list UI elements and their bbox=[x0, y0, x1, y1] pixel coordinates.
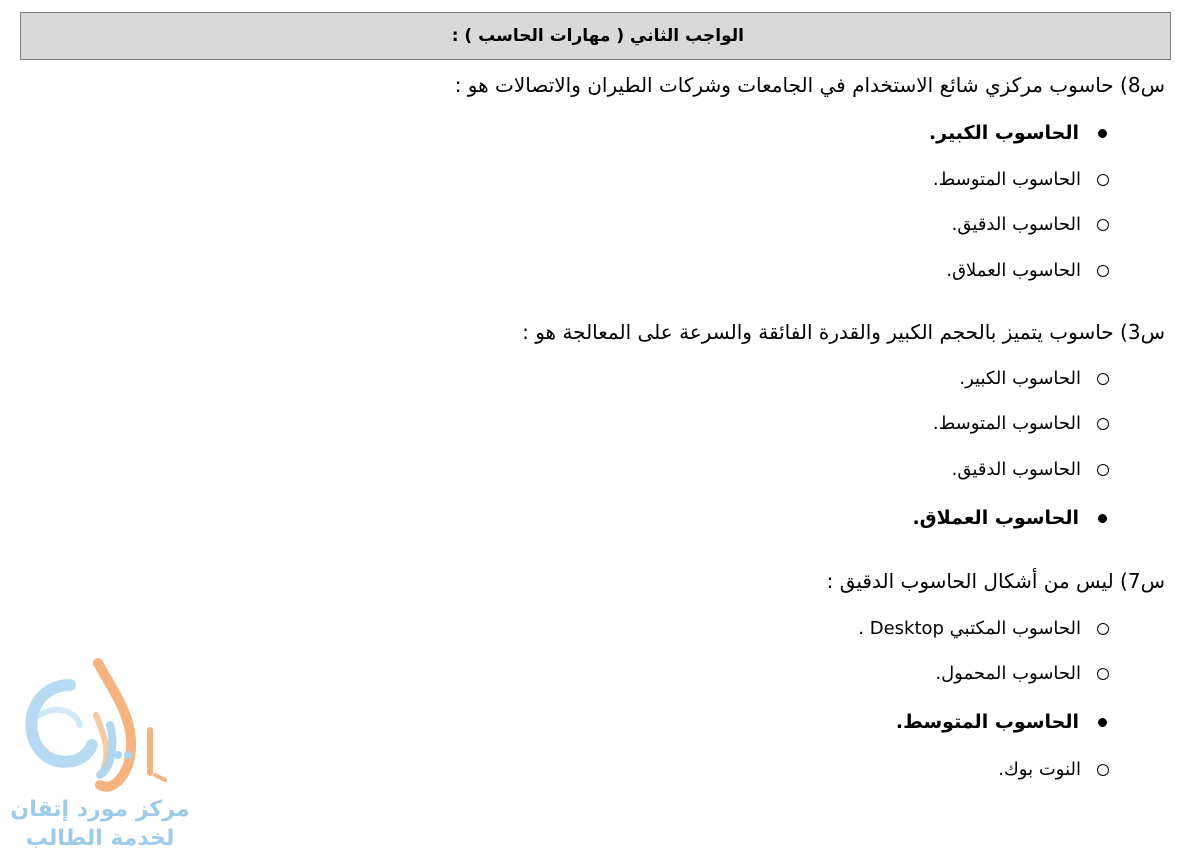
hollow-bullet-icon bbox=[1097, 464, 1109, 476]
question-2-option-1[interactable] bbox=[959, 368, 1109, 389]
question-3-option-2[interactable] bbox=[935, 663, 1109, 684]
question-3-option-4[interactable] bbox=[998, 759, 1109, 780]
option-label: الحاسوب الكبير. bbox=[928, 122, 1079, 144]
itqan-logo-icon bbox=[0, 655, 200, 855]
option-label: الحاسوب الدقيق. bbox=[951, 459, 1081, 480]
question-2: س3) حاسوب يتميز بالحجم الكبير والقدرة الفائقة والسرعة على المعالجة هو : bbox=[522, 320, 1165, 344]
watermark-line-1: مركز مورد إتقان bbox=[10, 797, 190, 822]
hollow-bullet-icon bbox=[1097, 373, 1109, 385]
option-label: الحاسوب المتوسط. bbox=[932, 413, 1081, 434]
question-3-option-1[interactable] bbox=[858, 618, 1109, 639]
option-label: الحاسوب المكتبي Desktop . bbox=[858, 618, 1081, 639]
hollow-bullet-icon bbox=[1097, 623, 1109, 635]
hollow-bullet-icon bbox=[1097, 174, 1109, 186]
watermark-line-2: لخدمة الطالب bbox=[25, 826, 175, 851]
question-2-option-3[interactable] bbox=[952, 459, 1109, 480]
filled-bullet-icon bbox=[1098, 718, 1107, 727]
question-2-option-2[interactable] bbox=[933, 413, 1109, 434]
option-label: الحاسوب الكبير. bbox=[959, 368, 1081, 389]
question-1-option-1[interactable] bbox=[929, 122, 1109, 144]
option-label: الحاسوب العملاق. bbox=[912, 507, 1079, 529]
option-label: الحاسوب الدقيق. bbox=[951, 214, 1081, 235]
option-label: الحاسوب العملاق. bbox=[946, 260, 1081, 281]
question-3: س7) ليس من أشكال الحاسوب الدقيق : bbox=[826, 569, 1165, 593]
assignment-header bbox=[20, 12, 1171, 60]
question-1-option-2[interactable] bbox=[933, 169, 1109, 190]
option-label: النوت بوك. bbox=[998, 759, 1081, 780]
question-1-option-4[interactable] bbox=[946, 260, 1109, 281]
filled-bullet-icon bbox=[1098, 129, 1107, 138]
hollow-bullet-icon bbox=[1097, 668, 1109, 680]
option-label: الحاسوب المتوسط. bbox=[932, 169, 1081, 190]
hollow-bullet-icon bbox=[1097, 219, 1109, 231]
hollow-bullet-icon bbox=[1097, 265, 1109, 277]
question-1-option-3[interactable] bbox=[952, 214, 1109, 235]
question-1: س8) حاسوب مركزي شائع الاستخدام في الجامعات وشركات الطيران والاتصالات هو : bbox=[454, 73, 1165, 97]
filled-bullet-icon bbox=[1098, 514, 1107, 523]
hollow-bullet-icon bbox=[1097, 764, 1109, 776]
option-label: الحاسوب المحمول. bbox=[935, 663, 1081, 684]
option-label: الحاسوب المتوسط. bbox=[895, 711, 1079, 733]
question-3-option-3[interactable] bbox=[896, 711, 1109, 733]
assignment-title: الواجب الثاني ( مهارات الحاسب ) : bbox=[451, 26, 744, 46]
question-2-option-4[interactable] bbox=[912, 507, 1109, 529]
hollow-bullet-icon bbox=[1097, 418, 1109, 430]
